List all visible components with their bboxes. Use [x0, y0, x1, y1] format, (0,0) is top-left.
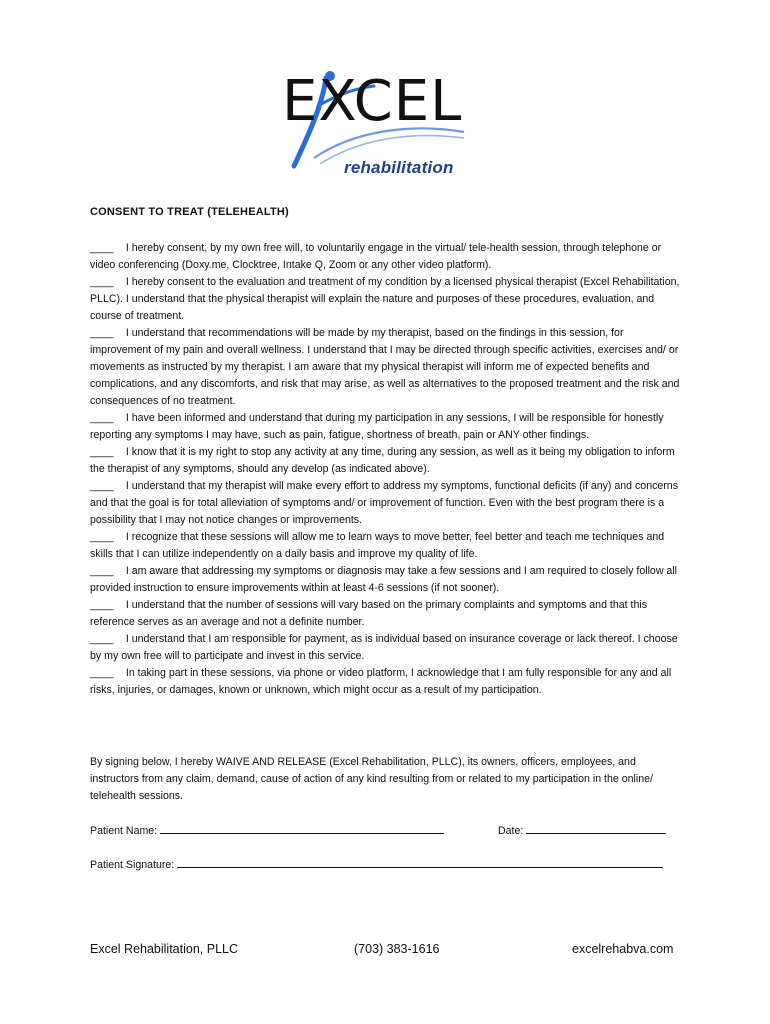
- clause-text: I understand that recommendations will be made by my therapist, based on the findings in this session, for improvement of my pain and overall wellness. I understand that I may be directed through specific activities, exercises and/ or movements as instructed by my therapist. I am aware that my physical therapist will inform me of expected benefits and complications, and any discomforts, and risk that may arise, as well as alternatives to the proposed treatment and the risk and consequences of no treatment.: [90, 327, 680, 407]
- initial-blank[interactable]: ____: [90, 276, 114, 288]
- initial-blank[interactable]: ____: [90, 242, 114, 254]
- patient-name-field[interactable]: [160, 822, 444, 834]
- consent-clause: [90, 631, 680, 665]
- initial-blank[interactable]: ____: [90, 446, 114, 458]
- footer-company: Excel Rehabilitation, PLLC: [90, 942, 238, 956]
- logo-wordmark: EXCEL: [282, 69, 463, 134]
- patient-signature-field[interactable]: [177, 856, 663, 868]
- patient-signature-row: [90, 856, 680, 890]
- consent-clause: [90, 325, 680, 410]
- date-field[interactable]: [526, 822, 666, 834]
- consent-clause: [90, 478, 680, 529]
- patient-name-row: [90, 822, 680, 856]
- clause-text: I understand that my therapist will make every effort to address my symptoms, functional deficits (if any) and concerns and that the goal is for total alleviation of symptoms and/ or improvement of function. Even with the best program there is a possibility that I may not notice changes or improvements.: [90, 480, 678, 526]
- patient-name-label: Patient Name:: [90, 825, 158, 837]
- initial-blank[interactable]: ____: [90, 565, 114, 577]
- signature-fields: [90, 822, 680, 890]
- form-title: CONSENT TO TREAT (TELEHEALTH): [90, 206, 289, 218]
- consent-clause: [90, 274, 680, 325]
- consent-clause: [90, 410, 680, 444]
- clause-text: I recognize that these sessions will allow me to learn ways to move better, feel better and teach me techniques and skills that I can utilize independently on a daily basis and improve my quality of life.: [90, 531, 665, 560]
- clause-text: I understand that I am responsible for payment, as is individual based on insurance coverage or lack thereof. I choose by my own free will to participate and invest in this service.: [90, 633, 678, 662]
- consent-clause: [90, 563, 680, 597]
- initial-blank[interactable]: ____: [90, 531, 114, 543]
- clause-text: I am aware that addressing my symptoms or diagnosis may take a few sessions and I am required to closely follow all provided instruction to ensure improvements within at least 4-6 sessions (if not sooner).: [90, 565, 678, 594]
- consent-clause: [90, 597, 680, 631]
- initial-blank[interactable]: ____: [90, 667, 114, 679]
- initial-blank[interactable]: ____: [90, 480, 114, 492]
- clause-text: I hereby consent, by my own free will, to voluntarily engage in the virtual/ tele-health session, through telephone or video conferencing (Doxy.me, Clocktree, Intake Q, Zoom or any other video platform).: [90, 242, 662, 271]
- consent-clauses: [90, 240, 680, 699]
- clause-text: I know that it is my right to stop any activity at any time, during any session, as well as it being my obligation to inform the therapist of any symptoms, should any develop (as indicated above).: [90, 446, 675, 475]
- consent-clause: [90, 240, 680, 274]
- consent-clause: [90, 529, 680, 563]
- clause-text: I understand that the number of sessions will vary based on the primary complaints and symptoms and that this reference serves as an average and not a definite number.: [90, 599, 648, 628]
- excel-rehabilitation-logo: [278, 66, 478, 186]
- waiver-paragraph: By signing below, I hereby WAIVE AND RELEASE (Excel Rehabilitation, PLLC), its owners, officers, employees, and instructors from any claim, demand, cause of action of any kind resulting from or related to my participation in the online/ telehealth sessions.: [90, 756, 653, 802]
- footer-phone: (703) 383-1616: [354, 942, 440, 956]
- initial-blank[interactable]: ____: [90, 633, 114, 645]
- date-label: Date:: [498, 825, 524, 837]
- date-field-group: [498, 822, 666, 837]
- footer-website[interactable]: excelrehabva.com: [572, 942, 674, 956]
- clause-text: I hereby consent to the evaluation and treatment of my condition by a licensed physical therapist (Excel Rehabilitation, PLLC). I understand that the physical therapist will explain the nature and purposes of these procedures, evaluation, and course of treatment.: [90, 276, 680, 322]
- initial-blank[interactable]: ____: [90, 599, 114, 611]
- consent-clause: [90, 444, 680, 478]
- logo-tagline: rehabilitation: [344, 158, 454, 177]
- clause-text: In taking part in these sessions, via phone or video platform, I acknowledge that I am fully responsible for any and all risks, injuries, or damages, known or unknown, which might occur as a result of my participation.: [90, 667, 672, 696]
- consent-clause: [90, 665, 680, 699]
- initial-blank[interactable]: ____: [90, 412, 114, 424]
- clause-text: I have been informed and understand that during my participation in any sessions, I will be responsible for honestly reporting any symptoms I may have, such as pain, fatigue, shortness of breath, pain or ANY other findings.: [90, 412, 664, 441]
- initial-blank[interactable]: ____: [90, 327, 114, 339]
- patient-signature-label: Patient Signature:: [90, 859, 175, 871]
